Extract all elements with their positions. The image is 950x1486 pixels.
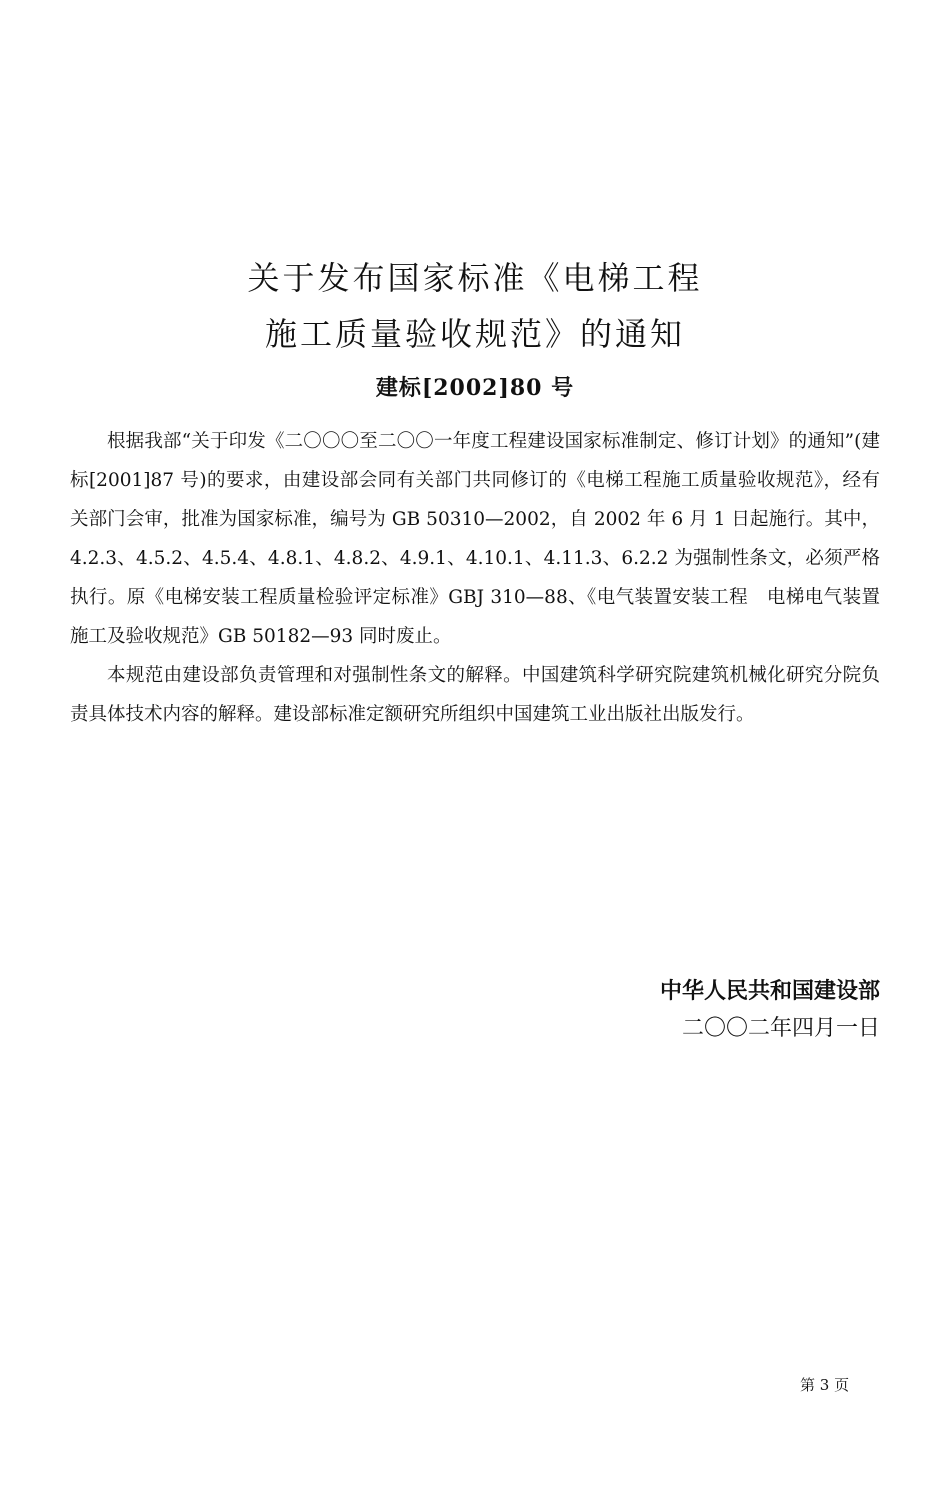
page-number: 第 3 页	[800, 1376, 850, 1394]
signature-block	[660, 974, 880, 1048]
issuing-authority: 中华人民共和国建设部	[659, 979, 880, 1004]
notice-title-line-1: 关于发布国家标准《电梯工程	[247, 259, 703, 297]
notice-title-line-2: 施工质量验收规范》的通知	[264, 315, 685, 353]
document-number: 建标[2002]80 号	[375, 375, 575, 401]
issue-date: 二〇〇二年四月一日	[681, 1016, 880, 1041]
body-paragraph-2: 本规范由建设部负责管理和对强制性条文的解释。中国建筑科学研究院建筑机械化研究分院负责具体技术内容的解释。建设部标准定额研究所组织中国建筑工业出版社出版发行。	[70, 665, 880, 725]
notice-body	[70, 422, 880, 734]
body-paragraph-1: 根据我部“关于印发《二〇〇〇至二〇〇一年度工程建设国家标准制定、修订计划》的通知”(建标[2001]87 号)的要求，由建设部会同有关部门共同修订的《电梯工程施工质量验收规范》，经有关部门会审，批准为国家标准，编号为 GB 50310—2002，自 2002 年 6 月 1 日起施行。其中，4.2.3、4.5.2、4.5.4、4.8.1、4.8.2、4.9.1、4.10.1、4.11.3、6.2.2 为强制性条文，必须严格执行。原《电梯安装工程质量检验评定标准》GBJ 310—88、《电气装置安装工程 电梯电气装置施工及验收规范》GB 50182—93 同时废止。	[70, 431, 880, 647]
